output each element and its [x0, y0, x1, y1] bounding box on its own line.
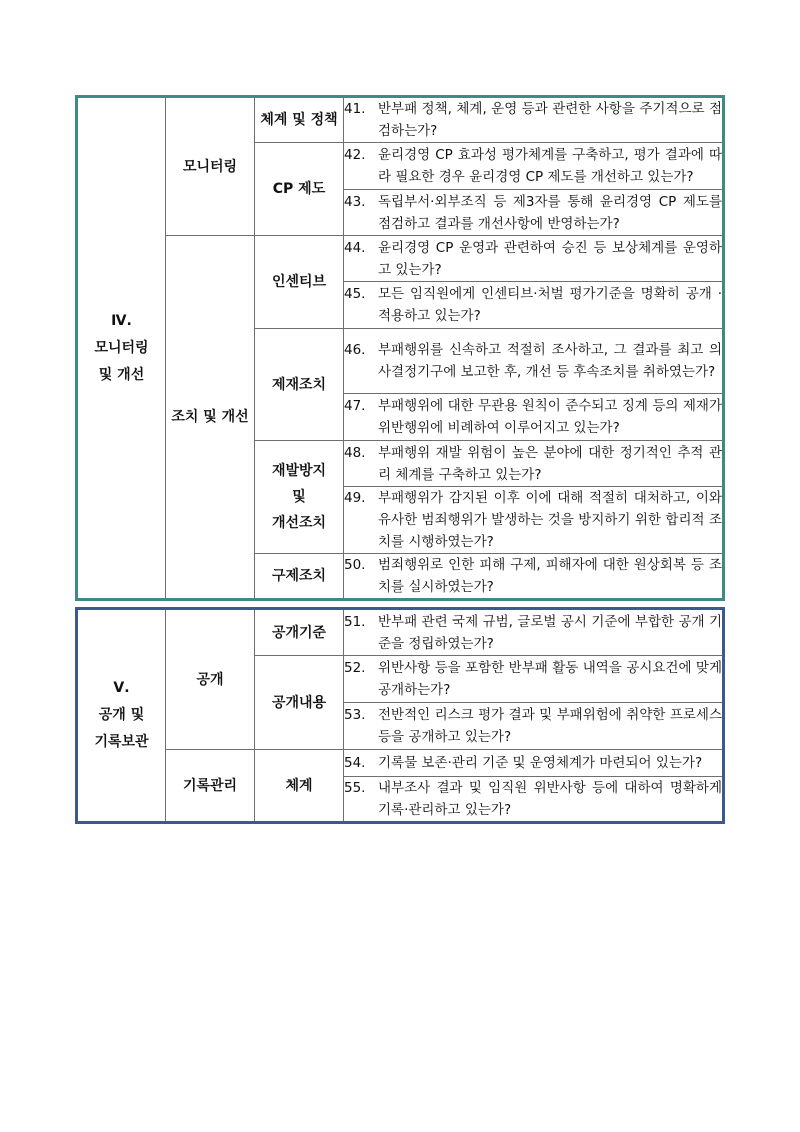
subcategory-label-line: 및 [292, 489, 306, 505]
question-text: 기록물 보존·관리 기준 및 운영체계가 마련되어 있는가? [378, 755, 703, 771]
question-number: 45. [344, 286, 366, 302]
question-text: 윤리경영 CP 효과성 평가체계를 구축하고, 평가 결과에 따라 필요한 경우 윤리경영 CP 제도를 개선하고 있는가? [378, 147, 722, 185]
question-number: 51. [344, 613, 366, 630]
question-text: 내부조사 결과 및 임직원 위반사항 등에 대하여 명확하게 기록·관리하고 있는가? [378, 780, 722, 818]
category-action-improvement: 조치 및 개선 [166, 236, 255, 600]
subcategory-recurrence-prevention [255, 441, 344, 554]
question-43 [344, 190, 724, 236]
section-5-title-line-2: 기록보관 [94, 734, 149, 750]
subcategory-disclosure-standard: 공개기준 [255, 609, 344, 656]
question-number: 54. [344, 755, 366, 771]
subcategory-cp-system: CP 제도 [255, 143, 344, 236]
question-number: 53. [344, 707, 366, 723]
question-text: 모든 임직원에게 인센티브·처벌 평가기준을 명확히 공개 ·적용하고 있는가? [378, 286, 722, 324]
question-text: 부패행위가 감지된 이후 이에 대해 적절히 대처하고, 이와 유사한 범죄행위가 발생하는 것을 방지하기 위한 합리적 조치를 시행하였는가? [378, 490, 722, 550]
section-4-numeral: Ⅳ. [111, 312, 132, 329]
category-monitoring: 모니터링 [166, 97, 255, 236]
section-5-title [77, 609, 166, 823]
question-text: 반부패 정책, 체계, 운영 등과 관련한 사항을 주기적으로 점검하는가? [378, 101, 722, 139]
question-51 [344, 609, 724, 656]
section-5-numeral: Ⅴ. [113, 680, 130, 696]
question-number: 44. [344, 239, 366, 256]
question-45 [344, 282, 724, 329]
section-4-title-line-2: 및 개선 [98, 366, 145, 383]
subcategory-incentive: 인센티브 [255, 236, 344, 329]
question-text: 독립부서·외부조직 등 제3자를 통해 윤리경영 CP 제도를 점검하고 결과를 개선사항에 반영하는가? [378, 193, 722, 232]
question-42 [344, 143, 724, 190]
subcategory-system-policy: 체계 및 정책 [255, 97, 344, 143]
question-54 [344, 750, 724, 777]
category-disclosure: 공개 [166, 609, 255, 750]
section-4-table [75, 95, 725, 601]
question-41 [344, 97, 724, 143]
question-number: 48. [344, 444, 366, 461]
question-number: 47. [344, 398, 366, 414]
section-5-table [75, 607, 725, 824]
subcategory-label-line: 개선조치 [271, 515, 327, 531]
category-records-management: 기록관리 [166, 750, 255, 823]
subcategory-disclosure-content: 공개내용 [255, 656, 344, 750]
question-48 [344, 441, 724, 487]
question-number: 41. [344, 101, 366, 117]
question-47 [344, 394, 724, 441]
question-text: 부패행위를 신속하고 적절히 조사하고, 그 결과를 최고 의사결정기구에 보고한 후, 개선 등 후속조치를 취하였는가? [378, 342, 722, 380]
section-4-title-line-1: 모니터링 [94, 339, 149, 356]
question-44 [344, 236, 724, 282]
question-number: 55. [344, 780, 366, 796]
question-number: 46. [344, 342, 366, 358]
question-number: 43. [344, 193, 366, 210]
question-text: 범죄행위로 인한 피해 구제, 피해자에 대한 원상회복 등 조치를 실시하였는가? [378, 557, 722, 595]
question-55 [344, 777, 724, 823]
subcategory-remedy: 구제조치 [255, 554, 344, 600]
question-text: 반부패 관련 국제 규범, 글로벌 공시 기준에 부합한 공개 기준을 정립하였는가? [378, 613, 722, 652]
question-text: 부패행위 재발 위험이 높은 분야에 대한 정기적인 추적 관리 체계를 구축하고 있는가? [378, 444, 722, 483]
question-text: 전반적인 리스크 평가 결과 및 부패위험에 취약한 프로세스 등을 공개하고 있는가? [378, 707, 722, 745]
subcategory-label-line: 재발방지 [271, 463, 327, 479]
question-46 [344, 329, 724, 394]
question-49 [344, 487, 724, 554]
question-text: 위반사항 등을 포함한 반부패 활동 내역을 공시요건에 맞게 공개하는가? [378, 660, 722, 698]
question-number: 49. [344, 490, 366, 506]
subcategory-sanctions: 제재조치 [255, 329, 344, 441]
question-number: 50. [344, 557, 366, 573]
question-number: 52. [344, 660, 366, 676]
question-number: 42. [344, 147, 366, 163]
question-53 [344, 703, 724, 750]
section-4-title [77, 97, 166, 600]
subcategory-records-system: 체계 [255, 750, 344, 823]
question-text: 윤리경영 CP 운영과 관련하여 승진 등 보상체계를 운영하고 있는가? [378, 239, 722, 278]
question-text: 부패행위에 대한 무관용 원칙이 준수되고 징계 등의 제재가 위반행위에 비례하여 이루어지고 있는가? [378, 398, 722, 436]
question-50 [344, 554, 724, 600]
question-52 [344, 656, 724, 703]
section-5-title-line-1: 공개 및 [98, 707, 145, 723]
